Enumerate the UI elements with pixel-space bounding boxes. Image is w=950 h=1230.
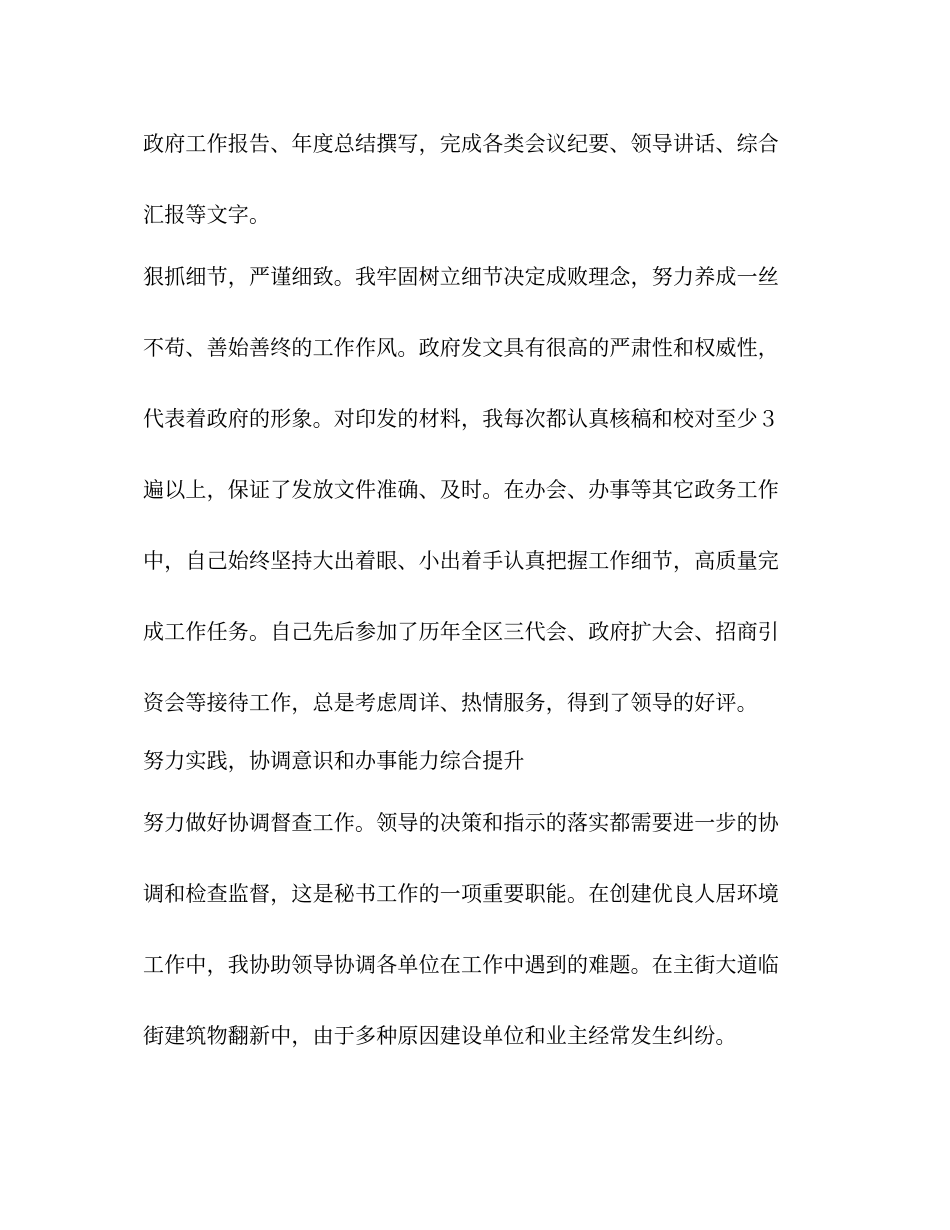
paragraph-2-line-5: 中，自己始终坚持大出着眼、小出着手认真把握工作细节，高质量完 — [143, 549, 779, 573]
paragraph-2-line-4: 遍以上，保证了发放文件准确、及时。在办会、办事等其它政务工作 — [143, 478, 779, 502]
paragraph-1-line-2: 汇报等文字。 — [143, 203, 271, 227]
paragraph-3-line-4: 街建筑物翻新中，由于多种原因建设单位和业主经常发生纠纷。 — [143, 1024, 737, 1048]
paragraph-2-line-3: 代表着政府的形象。对印发的材料，我每次都认真核稿和校对至少３ — [143, 407, 779, 431]
paragraph-2-line-7: 资会等接待工作，总是考虑周详、热情服务，得到了领导的好评。 — [143, 691, 758, 715]
paragraph-3-line-3: 工作中，我协助领导协调各单位在工作中遇到的难题。在主街大道临 — [143, 953, 779, 977]
section-heading: 努力实践，协调意识和办事能力综合提升 — [143, 749, 525, 773]
paragraph-2-line-1: 狠抓细节，严谨细致。我牢固树立细节决定成败理念，努力养成一丝 — [143, 265, 779, 289]
paragraph-3-line-2: 调和检查监督，这是秘书工作的一项重要职能。在创建优良人居环境 — [143, 882, 779, 906]
paragraph-3-line-1: 努力做好协调督查工作。领导的决策和指示的落实都需要进一步的协 — [143, 811, 779, 835]
paragraph-2-line-2: 不苟、善始善终的工作作风。政府发文具有很高的严肃性和权威性， — [143, 336, 779, 360]
paragraph-1-line-1: 政府工作报告、年度总结撰写，完成各类会议纪要、领导讲话、综合 — [143, 132, 779, 156]
paragraph-2-line-6: 成工作任务。自己先后参加了历年全区三代会、政府扩大会、招商引 — [143, 620, 779, 644]
